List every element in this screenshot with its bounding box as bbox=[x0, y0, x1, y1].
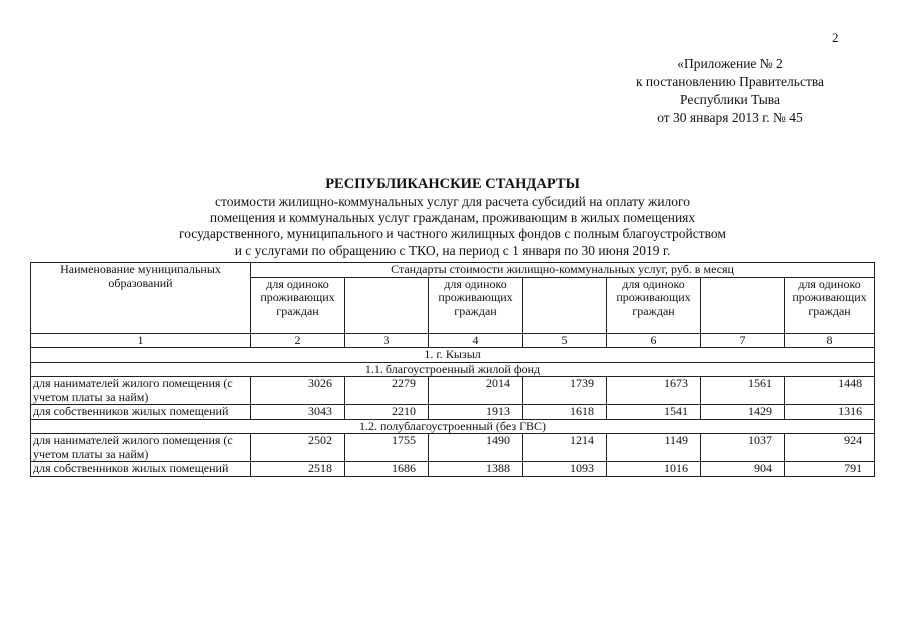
subtitle-line: государственного, муниципального и частного жилищных фондов с полным благоустройством bbox=[179, 226, 726, 242]
document-subtitle bbox=[60, 194, 845, 259]
subheader-cell: для одиноко проживающих граждан bbox=[429, 277, 523, 333]
value-cell: 2518 bbox=[251, 462, 345, 477]
subtitle-line: помещения и коммунальных услуг гражданам, проживающим в жилых помещениях bbox=[209, 210, 696, 226]
value-cell: 1561 bbox=[701, 377, 785, 405]
value-cell: 1913 bbox=[429, 405, 523, 420]
value-cell: 2502 bbox=[251, 434, 345, 462]
section-row bbox=[31, 419, 875, 434]
subheader-cell bbox=[523, 277, 607, 333]
section-title: 1.1. благоустроенный жилой фонд bbox=[31, 362, 875, 377]
section-row bbox=[31, 362, 875, 377]
value-cell: 924 bbox=[785, 434, 875, 462]
value-cell: 1673 bbox=[607, 377, 701, 405]
value-cell: 1149 bbox=[607, 434, 701, 462]
value-cell: 3043 bbox=[251, 405, 345, 420]
header-municipality: Наименование муниципальных образований bbox=[31, 263, 251, 334]
subheader-cell bbox=[345, 277, 429, 333]
column-number: 4 bbox=[429, 333, 523, 348]
subheader-cell: для одиноко проживающих граждан bbox=[607, 277, 701, 333]
value-cell: 3026 bbox=[251, 377, 345, 405]
value-cell: 904 bbox=[701, 462, 785, 477]
appendix-line: Республики Тыва bbox=[680, 92, 780, 107]
table-row bbox=[31, 462, 875, 477]
appendix-line: «Приложение № 2 bbox=[677, 56, 783, 71]
subtitle-line: и с услугами по обращению с ТКО, на период с 1 января по 30 июня 2019 г. bbox=[234, 242, 671, 258]
column-number: 3 bbox=[345, 333, 429, 348]
subheader-cell: для одиноко проживающих граждан bbox=[251, 277, 345, 333]
header-standards-group: Стандарты стоимости жилищно-коммунальных услуг, руб. в месяц bbox=[251, 263, 875, 278]
value-cell: 1448 bbox=[785, 377, 875, 405]
value-cell: 1739 bbox=[523, 377, 607, 405]
table-header-row bbox=[31, 263, 875, 278]
row-label: для собственников жилых помещений bbox=[31, 462, 251, 477]
column-number: 8 bbox=[785, 333, 875, 348]
value-cell: 1490 bbox=[429, 434, 523, 462]
column-number-row bbox=[31, 333, 875, 348]
subheader-cell bbox=[701, 277, 785, 333]
page-number: 2 bbox=[832, 30, 839, 45]
document-title: РЕСПУБЛИКАНСКИЕ СТАНДАРТЫ bbox=[325, 176, 580, 192]
value-cell: 1037 bbox=[701, 434, 785, 462]
column-number: 1 bbox=[31, 333, 251, 348]
value-cell: 1214 bbox=[523, 434, 607, 462]
value-cell: 2210 bbox=[345, 405, 429, 420]
column-number: 5 bbox=[523, 333, 607, 348]
value-cell: 1755 bbox=[345, 434, 429, 462]
table-row bbox=[31, 377, 875, 405]
row-label: для нанимателей жилого помещения (с учетом платы за найм) bbox=[31, 377, 251, 405]
column-number: 2 bbox=[251, 333, 345, 348]
region-row bbox=[31, 348, 875, 363]
value-cell: 1429 bbox=[701, 405, 785, 420]
column-number: 6 bbox=[607, 333, 701, 348]
table-row bbox=[31, 434, 875, 462]
value-cell: 1686 bbox=[345, 462, 429, 477]
table-row bbox=[31, 405, 875, 420]
column-number: 7 bbox=[701, 333, 785, 348]
section-title: 1.2. полублагоустроенный (без ГВС) bbox=[31, 419, 875, 434]
value-cell: 791 bbox=[785, 462, 875, 477]
appendix-line: к постановлению Правительства bbox=[635, 74, 825, 89]
value-cell: 1618 bbox=[523, 405, 607, 420]
value-cell: 2014 bbox=[429, 377, 523, 405]
appendix-header bbox=[560, 55, 900, 127]
row-label: для нанимателей жилого помещения (с учетом платы за найм) bbox=[31, 434, 251, 462]
region-title: 1. г. Кызыл bbox=[31, 348, 875, 363]
value-cell: 1541 bbox=[607, 405, 701, 420]
value-cell: 1016 bbox=[607, 462, 701, 477]
value-cell: 1316 bbox=[785, 405, 875, 420]
value-cell: 2279 bbox=[345, 377, 429, 405]
value-cell: 1093 bbox=[523, 462, 607, 477]
subheader-cell: для одиноко проживающих граждан bbox=[785, 277, 875, 333]
subtitle-line: стоимости жилищно-коммунальных услуг для расчета субсидий на оплату жилого bbox=[215, 194, 690, 209]
standards-table bbox=[30, 262, 875, 477]
appendix-line: от 30 января 2013 г. № 45 bbox=[657, 110, 803, 125]
row-label: для собственников жилых помещений bbox=[31, 405, 251, 420]
value-cell: 1388 bbox=[429, 462, 523, 477]
